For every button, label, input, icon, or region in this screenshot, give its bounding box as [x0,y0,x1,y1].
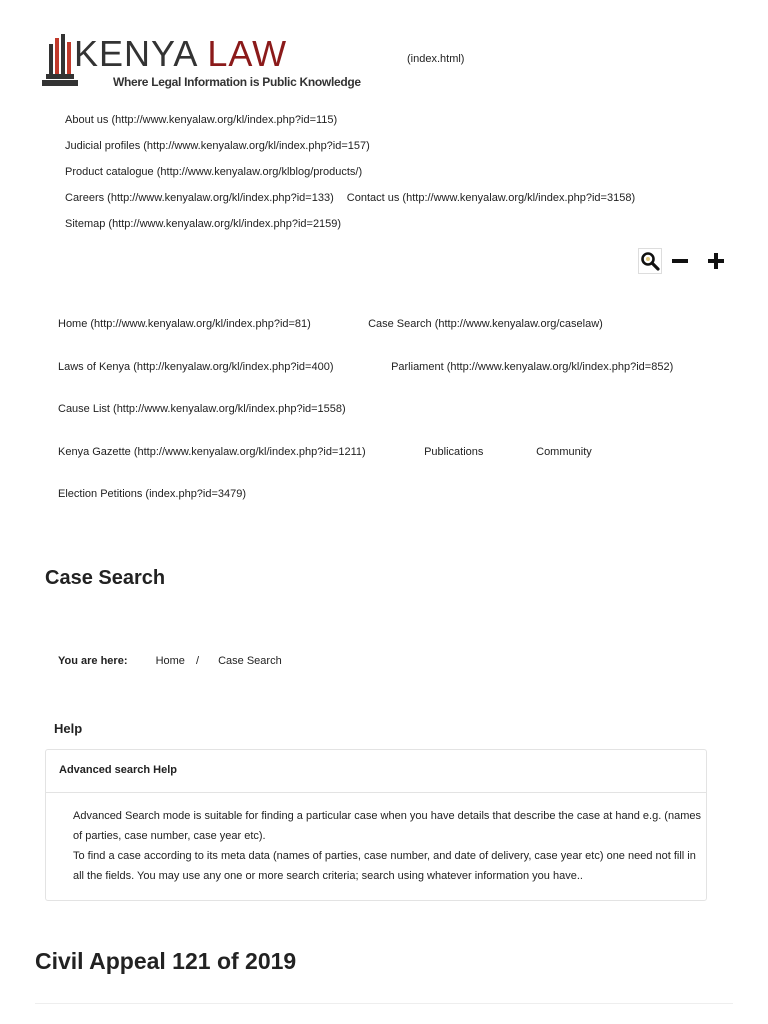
nav-item-case-search[interactable]: Case Search (http://www.kenyalaw.org/caselaw) [368,318,603,330]
nav-item-election-petitions[interactable]: Election Petitions (index.php?id=3479) [58,488,247,500]
main-nav [58,318,673,531]
plus-icon [707,252,725,270]
tools-bar [638,248,733,274]
help-paragraph: To find a case according to its meta data (names of parties, case number, and date of delivery, case year etc) one need not fill in all the fields. You may use any one or more search criteria; search using whatever information you have.. [73,850,696,882]
top-links-row [65,165,645,191]
sitemap-link[interactable]: Sitemap (http://www.kenyalaw.org/kl/index.php?id=2159) [65,218,342,230]
contact-us-link[interactable]: Contact us (http://www.kenyalaw.org/kl/index.php?id=3158) [346,192,636,204]
site-logo[interactable] [40,30,361,92]
logo-tagline: Where Legal Information is Public Knowledge [113,75,361,89]
top-links-row [65,113,645,139]
top-links-row [65,139,645,165]
breadcrumb [58,655,282,667]
breadcrumb-current: Case Search [218,655,282,667]
nav-row [58,446,673,489]
search-button[interactable] [638,248,662,274]
help-heading: Help [54,721,83,736]
nav-row [58,361,673,404]
breadcrumb-separator: / [195,655,200,667]
logo-wordmark [74,34,287,74]
nav-item-laws-of-kenya[interactable]: Laws of Kenya (http://kenyalaw.org/kl/index.php?id=400) [58,360,334,373]
help-paragraph: Advanced Search mode is suitable for finding a particular case when you have details that describe the case at hand e.g. (names of parties, case number, case year etc). [73,810,701,842]
logo-word-kenya: KENYA [74,33,197,74]
case-title: Civil Appeal 121 of 2019 [35,948,297,974]
page-title: Case Search [45,567,166,589]
zoom-out-button[interactable] [668,248,692,274]
careers-link[interactable]: Careers (http://www.kenyalaw.org/kl/index.php?id=133) [65,192,334,204]
divider [35,1003,733,1004]
nav-item-community[interactable]: Community [536,445,592,458]
help-panel-title[interactable]: Advanced search Help [46,750,706,793]
nav-row [58,403,673,446]
nav-row [58,318,673,361]
nav-row [58,488,673,531]
product-catalogue-link[interactable]: Product catalogue (http://www.kenyalaw.org/klblog/products/) [65,166,363,178]
nav-item-cause-list[interactable]: Cause List (http://www.kenyalaw.org/kl/index.php?id=1558) [58,403,346,415]
help-panel [45,749,707,901]
logo-word-law: LAW [207,33,288,74]
nav-item-kenya-gazette[interactable]: Kenya Gazette (http://www.kenyalaw.org/kl/index.php?id=1211) [58,445,366,458]
zoom-in-button[interactable] [704,248,728,274]
judicial-profiles-link[interactable]: Judicial profiles (http://www.kenyalaw.org/kl/index.php?id=157) [65,140,370,152]
about-us-link[interactable]: About us (http://www.kenyalaw.org/kl/index.php?id=115) [65,114,338,126]
top-links-row [65,217,645,243]
top-links [65,113,645,243]
search-icon [640,251,660,271]
top-links-row [65,191,645,217]
nav-item-home[interactable]: Home (http://www.kenyalaw.org/kl/index.php?id=81) [58,318,311,330]
nav-item-parliament[interactable]: Parliament (http://www.kenyalaw.org/kl/index.php?id=852) [391,360,674,373]
help-panel-body [46,793,701,886]
minus-icon [671,252,689,270]
nav-item-publications[interactable]: Publications [424,445,484,458]
index-link[interactable]: (index.html) [407,53,465,65]
breadcrumb-label: You are here: [58,655,128,667]
breadcrumb-home-link[interactable]: Home [155,655,185,667]
